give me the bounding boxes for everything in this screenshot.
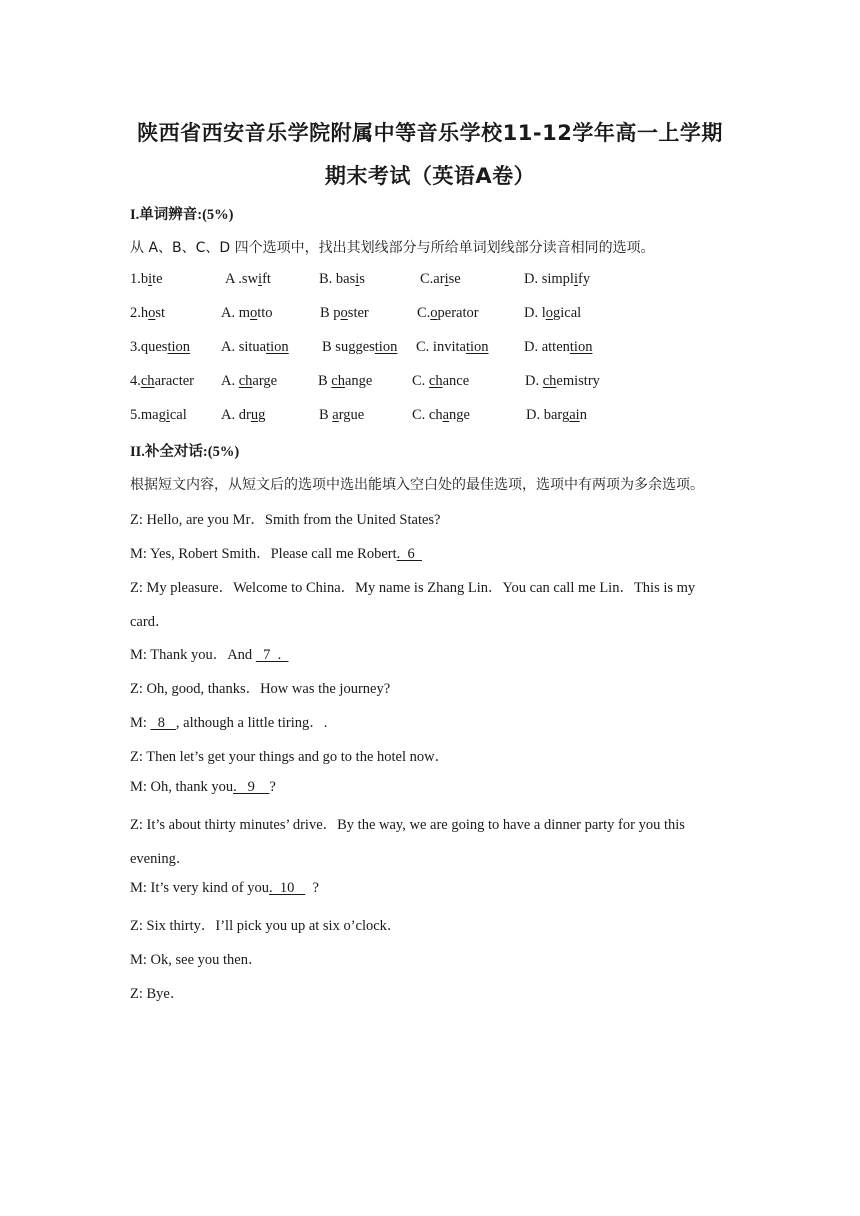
question-4-option-d	[525, 373, 600, 390]
question-5-option-d	[526, 407, 587, 424]
word-part: C.	[417, 305, 431, 321]
word-part: C. invita	[416, 339, 466, 355]
section2-instruction: 根据短文内容，从短文后的选项中选出能填入空白处的最佳选项，选项中有两项为多余选项。	[130, 477, 704, 493]
word-part: A. dr	[221, 407, 251, 423]
dialogue-text: M:	[130, 715, 151, 731]
word-part: s	[359, 271, 365, 287]
word-part: tto	[257, 305, 273, 321]
word-part: 4.	[130, 373, 141, 389]
word-part: st	[155, 305, 166, 321]
dialogue-line-5	[130, 643, 288, 664]
dialogue-text: M: Yes, Robert Smith．Please call me Robert	[130, 546, 397, 562]
dialogue-line-2	[130, 542, 422, 563]
underlined-sound: ch	[140, 373, 155, 389]
word-part: 2.h	[130, 305, 149, 321]
question-4-option-b	[318, 373, 372, 390]
underlined-sound: ch	[428, 373, 443, 389]
word-part: g	[258, 407, 266, 423]
word-part: ance	[442, 373, 470, 389]
question-1-option-a	[225, 271, 271, 288]
section1-heading: I.单词辨音:(5%)	[130, 207, 234, 223]
underlined-sound: i	[258, 271, 263, 287]
word-part: D.	[525, 373, 543, 389]
underlined-sound: tion	[465, 339, 489, 355]
section2-heading: II.补全对话:(5%)	[130, 444, 240, 460]
word-part: fy	[577, 271, 591, 287]
word-part: B. bas	[319, 271, 356, 287]
word-part: 3.ques	[130, 339, 168, 355]
question-1-word	[130, 271, 163, 288]
word-part: B	[319, 407, 333, 423]
question-2-word	[130, 305, 165, 322]
blank-6: . 6	[396, 546, 422, 562]
word-part: arge	[252, 373, 278, 389]
question-1-option-d	[524, 271, 590, 288]
underlined-sound: o	[430, 305, 438, 321]
underlined-sound: tion	[167, 339, 191, 355]
underlined-sound: ch	[542, 373, 557, 389]
dialogue-text: M: Thank you．And	[130, 647, 256, 663]
word-part: rgue	[338, 407, 365, 423]
question-5-word	[130, 407, 187, 424]
question-5-option-c	[412, 407, 470, 424]
dialogue-line-10: Z: It’s about thirty minutes’ drive．By the way, we are going to have a dinner party for you this	[130, 817, 685, 833]
question-4-word	[130, 373, 194, 390]
dialogue-line-12	[130, 880, 319, 897]
underlined-sound: a	[332, 407, 339, 423]
question-3-option-c	[416, 339, 489, 356]
underlined-sound: u	[250, 407, 259, 423]
word-part: 5.mag	[130, 407, 166, 423]
exam-title-line1: 陕西省西安音乐学院附属中等音乐学校11-12学年高一上学期	[137, 121, 723, 145]
blank-9: . 9	[233, 779, 270, 795]
underlined-sound: o	[250, 305, 258, 321]
underlined-sound: o	[545, 305, 553, 321]
question-2-option-c	[417, 305, 479, 322]
underlined-sound: o	[148, 305, 156, 321]
word-part: B p	[320, 305, 341, 321]
word-part: A.	[221, 373, 239, 389]
dialogue-line-13: Z: Six thirty．I’ll pick you up at six o’clock．	[130, 918, 402, 934]
underlined-sound: i	[573, 271, 578, 287]
word-part: ange	[344, 373, 373, 389]
question-2-option-a	[221, 305, 273, 322]
word-part: gical	[553, 305, 582, 321]
underlined-sound: i	[165, 407, 170, 423]
word-part: B sugges	[322, 339, 375, 355]
question-3-option-d	[524, 339, 592, 356]
question-4-option-a	[221, 373, 277, 390]
dialogue-line-9	[130, 779, 276, 796]
dialogue-line-11: evening．	[130, 851, 191, 867]
dialogue-line-15: Z: Bye．	[130, 986, 185, 1002]
exam-title-line2: 期末考试（英语A卷）	[324, 164, 536, 188]
word-part: C. ch	[412, 407, 443, 423]
underlined-sound: tion	[374, 339, 398, 355]
underlined-sound: o	[340, 305, 348, 321]
question-5-option-b	[319, 407, 364, 424]
word-part: emistry	[556, 373, 600, 389]
dialogue-line-6: Z: Oh, good, thanks．How was the journey?	[130, 681, 391, 697]
word-part: 1.b	[130, 271, 149, 287]
word-part: C.ar	[420, 271, 445, 287]
underlined-sound: i	[148, 271, 153, 287]
dialogue-line-3: Z: My pleasure．Welcome to China．My name is Zhang Lin．You can call me Lin．This is my	[130, 580, 696, 596]
word-part: A. m	[221, 305, 250, 321]
word-part: nge	[449, 407, 470, 423]
dialogue-text: ?	[305, 880, 319, 896]
underlined-sound: i	[355, 271, 360, 287]
underlined-sound: ch	[331, 373, 345, 389]
question-3-word	[130, 339, 190, 356]
word-part: ster	[347, 305, 369, 321]
word-part: A. situa	[221, 339, 267, 355]
question-1-option-b	[319, 271, 365, 288]
question-2-option-d	[524, 305, 581, 322]
underlined-sound: ai	[569, 407, 580, 423]
question-1-option-c	[420, 271, 461, 288]
dialogue-text: M: Oh, thank you	[130, 779, 234, 795]
word-part: C.	[412, 373, 429, 389]
blank-10: . 10	[268, 880, 306, 896]
word-part: D. simpl	[524, 271, 574, 287]
word-part: D. l	[524, 305, 546, 321]
word-part: se	[448, 271, 461, 287]
word-part: B	[318, 373, 332, 389]
word-part: aracter	[154, 373, 194, 389]
word-part: ft	[262, 271, 271, 287]
word-part: cal	[169, 407, 187, 423]
question-3-option-a	[221, 339, 289, 356]
underlined-sound: tion	[569, 339, 593, 355]
question-2-option-b	[320, 305, 369, 322]
dialogue-line-7	[130, 711, 327, 732]
blank-7: 7 .	[255, 647, 289, 663]
section1-instruction: 从 A、B、C、D 四个选项中，找出其划线部分与所给单词划线部分读音相同的选项。	[130, 240, 655, 256]
word-part: D. barg	[526, 407, 570, 423]
word-part: A .sw	[225, 271, 259, 287]
dialogue-text: , although a little tiring．.	[175, 715, 328, 731]
question-5-option-a	[221, 407, 265, 424]
blank-8: 8	[150, 715, 176, 731]
question-4-option-c	[412, 373, 469, 390]
underlined-sound: tion	[266, 339, 289, 355]
underlined-sound: ch	[238, 373, 253, 389]
dialogue-line-8: Z: Then let’s get your things and go to the hotel now．	[130, 749, 450, 765]
dialogue-line-14: M: Ok, see you then．	[130, 952, 263, 968]
dialogue-line-4: card．	[130, 614, 170, 630]
underlined-sound: i	[444, 271, 449, 287]
dialogue-text: M: It’s very kind of you	[130, 880, 269, 896]
word-part: D. atten	[524, 339, 570, 355]
dialogue-line-1: Z: Hello, are you Mr．Smith from the United States?	[130, 512, 441, 528]
word-part: te	[152, 271, 163, 287]
question-3-option-b	[322, 339, 397, 356]
word-part: perator	[437, 305, 479, 321]
underlined-sound: a	[442, 407, 450, 423]
word-part: n	[579, 407, 587, 423]
dialogue-text: ?	[269, 779, 276, 795]
